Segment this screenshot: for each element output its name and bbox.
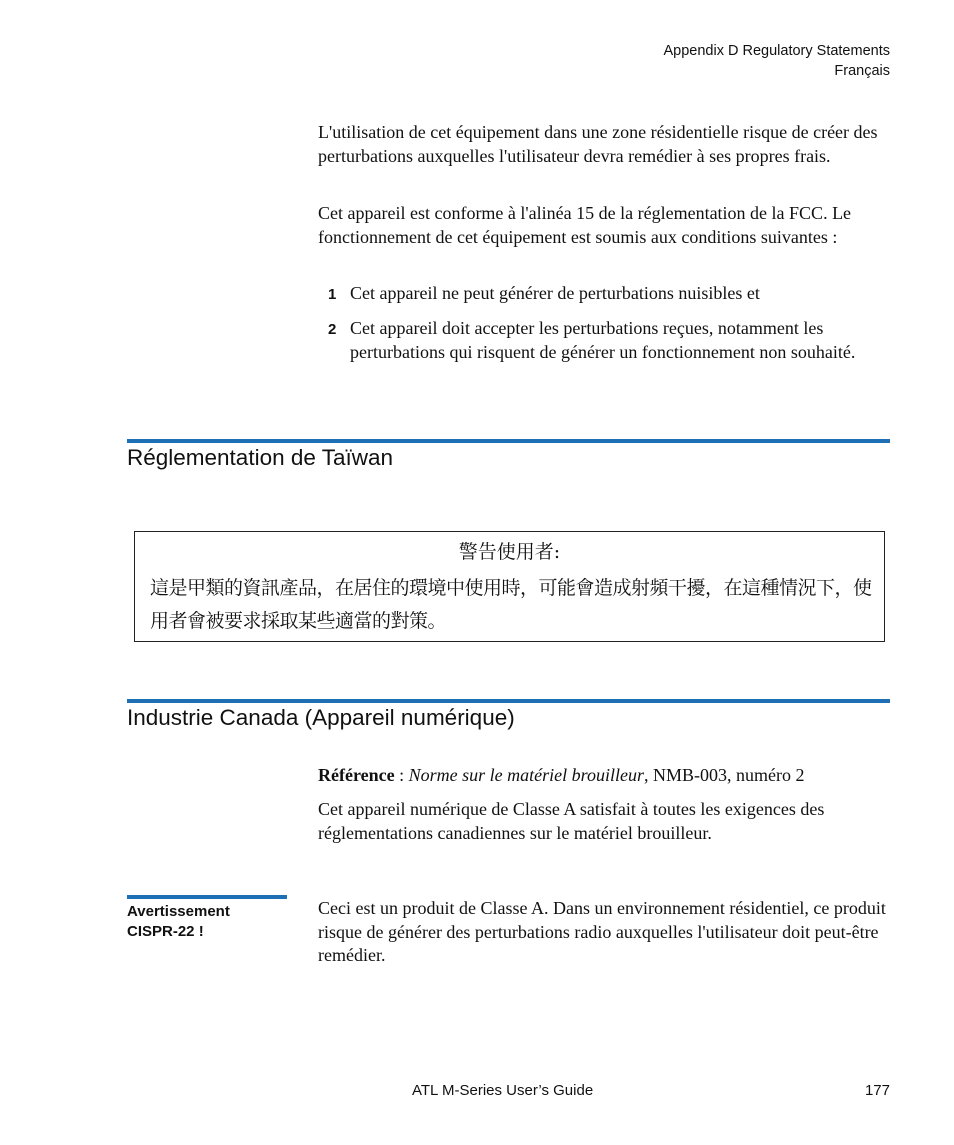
reference-standard: Norme sur le matériel brouilleur — [408, 765, 644, 785]
section-title-taiwan: Réglementation de Taïwan — [127, 445, 394, 470]
running-header — [664, 41, 891, 81]
reference-label: Référence — [318, 765, 395, 785]
list-item-text: Cet appareil ne peut générer de perturbations nuisibles et — [350, 283, 760, 303]
list-number: 2 — [328, 321, 337, 338]
page-number: 177 — [864, 1082, 890, 1099]
list-number: 1 — [328, 286, 337, 303]
fcc-list-item — [318, 317, 890, 364]
header-language: Français — [834, 63, 890, 79]
canada-reference — [318, 764, 890, 788]
section-divider — [127, 439, 890, 443]
header-chapter: Appendix D Regulatory Statements — [663, 43, 890, 59]
warning-body: 這是甲類的資訊產品，在居住的環境中使用時，可能會造成射頻干擾，在這種情況下，使用者會被要求採取某些適當的對策。 — [150, 577, 872, 632]
section-title-canada: Industrie Canada (Appareil numérique) — [127, 705, 515, 730]
taiwan-warning-box — [134, 531, 885, 642]
warning-side-label: Avertissement CISPR-22 ! — [127, 903, 230, 940]
section-divider — [127, 699, 890, 703]
warning-title: 警告使用者: — [458, 541, 561, 563]
fcc-list-item — [318, 282, 890, 306]
cispr-warning-text: Ceci est un produit de Classe A. Dans un environnement résidentiel, ce produit risque de générer des perturbations radio auxquelles l'utilisateur doit peut-être remédier. — [318, 898, 886, 965]
canada-paragraph: Cet appareil numérique de Classe A satisfait à toutes les exigences des réglementations canadiennes sur le matériel brouilleur. — [318, 799, 825, 843]
reference-separator: : — [394, 765, 409, 785]
fcc-paragraph-2: Cet appareil est conforme à l'alinéa 15 de la réglementation de la FCC. Le fonctionnement de cet équipement est soumis aux conditions suivantes : — [318, 203, 852, 247]
list-item-text: Cet appareil doit accepter les perturbations reçues, notamment les perturbations qui risquent de générer un fonctionnement non souhaité. — [350, 318, 856, 362]
reference-number: , NMB-003, numéro 2 — [643, 765, 805, 785]
side-label-divider — [127, 895, 287, 899]
footer-title: ATL M-Series User’s Guide — [412, 1082, 594, 1099]
fcc-paragraph-1: L'utilisation de cet équipement dans une zone résidentielle risque de créer des perturbations auxquelles l'utilisateur devra remédier à ses propres frais. — [318, 122, 878, 166]
